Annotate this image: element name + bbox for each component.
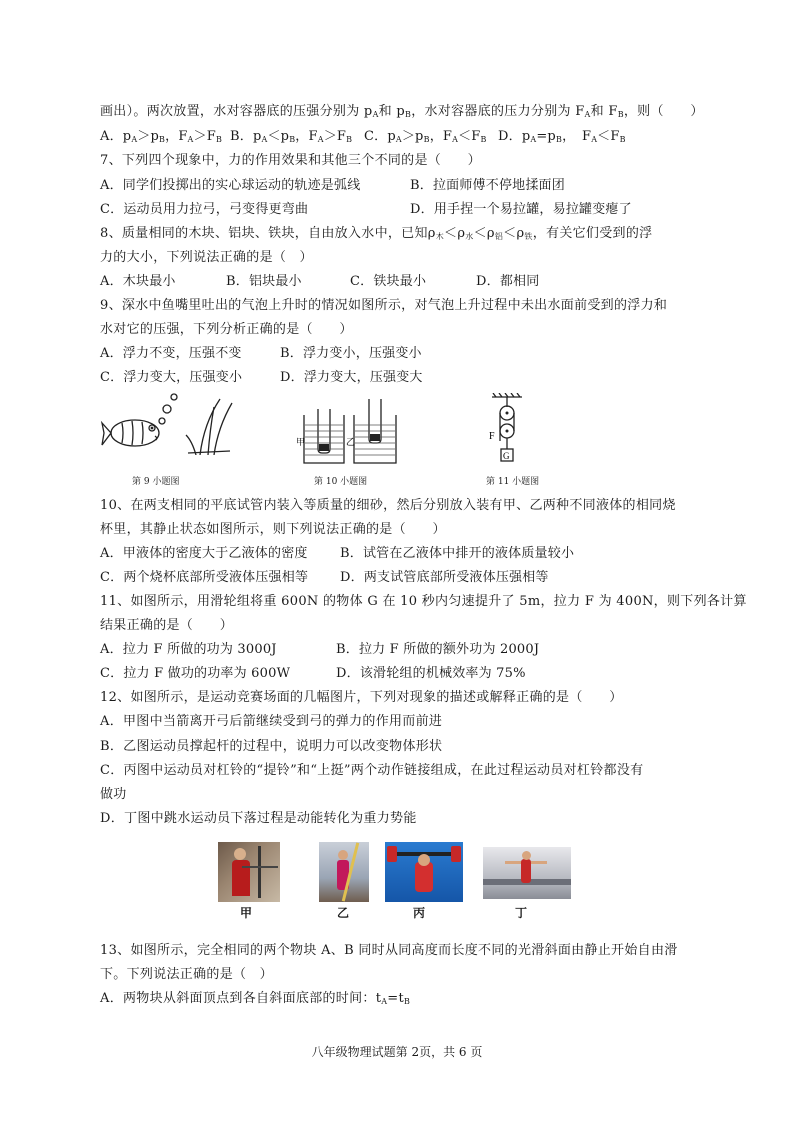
q9-option-c: C．浮力变大，压强变小 [100,370,243,385]
q9-option-d: D．浮力变大，压强变大 [280,370,423,385]
q10-option-c: C．两个烧杯底部所受液体压强相等 [100,570,309,585]
q9-stem-line1: 9、深水中鱼嘴里吐出的气泡上升时的情况如图所示，对气泡上升过程中未出水面前受到的浮力和 [100,298,668,313]
q8-stem-line2: 力的大小，下列说法正确的是（ ） [100,250,313,265]
q13-option-a: A．两物块从斜面顶点到各自斜面底部的时间：$t_A=t_B$ [100,991,411,1006]
q12-stem: 12、如图所示，是运动竞赛场面的几幅图片，下列对现象的描述或解释正确的是（ ） [100,690,623,705]
q11-option-b: B．拉力 F 所做的额外功为 2000J [336,642,540,657]
q11-option-a: A．拉力 F 所做的功为 3000J [100,642,277,657]
q12-option-a: A．甲图中当箭离开弓后箭继续受到弓的弹力的作用而前进 [100,714,443,729]
photo-label-ding: 丁 [515,906,528,920]
figure-10-caption: 第 10 小题图 [314,477,368,487]
q10-option-a: A．甲液体的密度大于乙液体的密度 [100,546,308,561]
photo-label-yi: 乙 [337,906,350,920]
q12-option-c-line1: C．丙图中运动员对杠铃的“提铃”和“上挺”两个动作链接组成，在此过程运动员对杠铃都没有 [100,763,644,778]
q12-option-b: B．乙图运动员撑起杆的过程中，说明力可以改变物体形状 [100,739,443,754]
photo-label-jia: 甲 [240,906,253,920]
q11-option-c: C．拉力 F 做功的功率为 600W [100,666,291,681]
q9-option-b: B．浮力变小，压强变小 [280,346,422,361]
figure-11-caption: 第 11 小题图 [486,477,540,487]
q11-option-d: D．该滑轮组的机械效率为 75% [336,666,526,681]
q6-option-c: C．$p_A>p_B$，$F_A<F_B$ [364,129,487,144]
q7-option-c: C．运动员用力拉弓，弓变得更弯曲 [100,202,309,217]
q13-stem-line2: 下。下列说法正确的是（ ） [100,967,273,982]
figure-10-label-jia: 甲 [296,437,306,447]
q6-option-d: D．$p_A=p_B$， $F_A<F_B$ [498,129,626,144]
q8-stem-line1: 8、质量相同的木块、铝块、铁块，自由放入水中，已知$\rho_木<\rho_水<\rho_铝<\rho_铁$，有关它们受到的浮 [100,226,653,241]
pulley-figure [484,393,534,467]
figure-9-caption: 第 9 小题图 [132,477,180,487]
q11-stem-line2: 结果正确的是（ ） [100,618,234,633]
pulley-label-g: G [503,451,510,461]
fish-bubbles-figure [100,393,240,455]
q12-option-d: D．丁图中跳水运动员下落过程是动能转化为重力势能 [100,811,417,826]
q13-stem-line1: 13、如图所示，完全相同的两个物块 A、B 同时从同高度而长度不同的光滑斜面由静止开始自由滑 [100,943,678,958]
q8-option-a: A．木块最小 [100,274,176,289]
q7-option-b: B．拉面师傅不停地揉面团 [410,178,565,193]
q9-stem-line2: 水对它的压强，下列分析正确的是（ ） [100,322,353,337]
q6-stem-line: 画出）。两次放置，水对容器底的压强分别为 $p_A$和 $p_B$，水对容器底的压力分别为 $F_A$和 $F_B$，则（ ） [100,104,704,119]
q8-option-b: B．铝块最小 [226,274,302,289]
weightlifting-photo [385,842,463,902]
q8-option-c: C．铁块最小 [350,274,427,289]
q9-option-a: A．浮力不变，压强不变 [100,346,242,361]
beakers-testtubes-figure [296,393,406,467]
q8-option-d: D．都相同 [476,274,540,289]
figure-10-label-yi: 乙 [346,437,356,447]
q10-option-b: B．试管在乙液体中排开的液体质量较小 [340,546,575,561]
q7-option-a: A．同学们投掷出的实心球运动的轨迹是弧线 [100,178,361,193]
q12-option-c-line2: 做功 [100,787,127,802]
q7-stem: 7、下列四个现象中，力的作用效果和其他三个不同的是（ ） [100,153,481,168]
q11-stem-line1: 11、如图所示，用滑轮组将重 600N 的物体 G 在 10 秒内匀速提升了 5m，拉力 F 为 400N，则下列各计算 [100,594,747,609]
q6-option-a: A．$p_A>p_B$，$F_A>F_B$ [100,129,223,144]
diving-photo [483,847,571,899]
q10-stem-line1: 10、在两支相同的平底试管内装入等质量的细砂，然后分别放入装有甲、乙两种不同液体的相同烧 [100,498,676,513]
q10-option-d: D．两支试管底部所受液体压强相等 [340,570,549,585]
photo-label-bing: 丙 [413,906,426,920]
page-footer: 八年级物理试题第 2页，共 6 页 [311,1045,483,1059]
q10-stem-line2: 杯里，其静止状态如图所示，则下列说法正确的是（ ） [100,522,446,537]
archery-photo [218,842,280,902]
q7-option-d: D．用手捏一个易拉罐，易拉罐变瘪了 [410,202,632,217]
q6-option-b: B．$p_A<p_B$，$F_A>F_B$ [230,129,353,144]
pulley-label-f: F [489,431,495,442]
pole-vault-photo [319,842,369,902]
